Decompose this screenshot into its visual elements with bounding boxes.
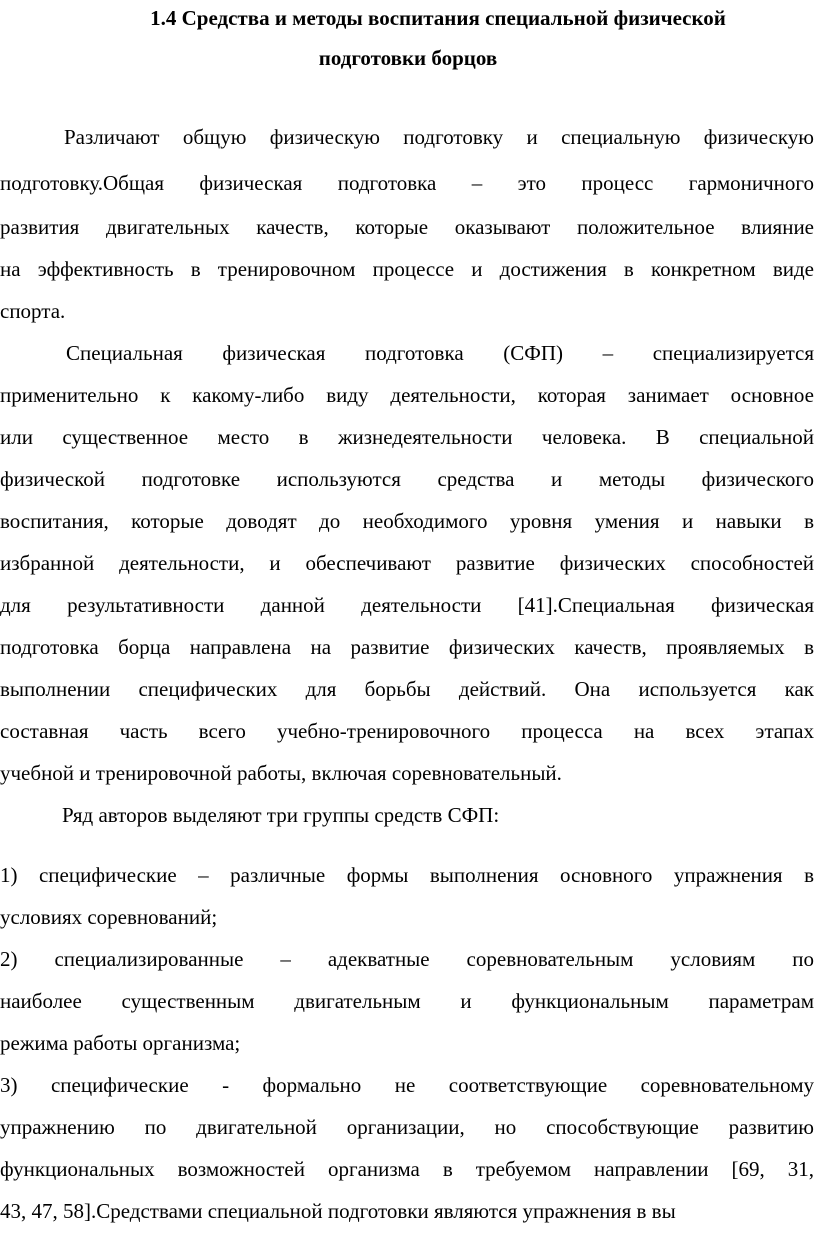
list-item-line: условиях соревнований; <box>0 905 218 929</box>
paragraph-line: для результативности данной деятельности [41].Специальная физическая <box>0 593 814 617</box>
paragraph-line: выполнении специфических для борьбы действий. Она используется как <box>0 677 814 701</box>
paragraph-line: развития двигательных качеств, которые оказывают положительное влияние <box>0 215 814 239</box>
paragraph-line: подготовка борца направлена на развитие физических качеств, проявляемых в <box>0 635 814 659</box>
paragraph-line: спорта. <box>0 299 66 323</box>
paragraph-line: Различают общую физическую подготовку и специальную физическую <box>64 125 814 149</box>
paragraph-line: физической подготовке используются средства и методы физического <box>0 467 814 491</box>
section-title: 1.4 Средства и методы воспитания специальной физической <box>150 6 726 30</box>
paragraph-line: избранной деятельности, и обеспечивают развитие физических способностей <box>0 551 814 575</box>
paragraph-line: воспитания, которые доводят до необходимого уровня умения и навыки в <box>0 509 814 533</box>
list-item-line: режима работы организма; <box>0 1031 241 1055</box>
paragraph-line: применительно к какому-либо виду деятельности, которая занимает основное <box>0 383 814 407</box>
list-item-line: 43, 47, 58].Средствами специальной подготовки являются упражнения в вы <box>0 1199 676 1223</box>
list-item-line: наиболее существенным двигательным и функциональным параметрам <box>0 989 814 1013</box>
list-item-line: 1) специфические – различные формы выполнения основного упражнения в <box>0 863 814 887</box>
list-item-line: упражнению по двигательной организации, но способствующие развитию <box>0 1115 814 1139</box>
paragraph-line: Специальная физическая подготовка (СФП) – специализируется <box>66 341 814 365</box>
section-title-continued: подготовки борцов <box>318 46 498 70</box>
paragraph-line: подготовку.Общая физическая подготовка – это процесс гармоничного <box>0 171 814 195</box>
paragraph-line: составная часть всего учебно-тренировочного процесса на всех этапах <box>0 719 814 743</box>
list-item-line: функциональных возможностей организма в требуемом направлении [69, 31, <box>0 1157 814 1181</box>
list-item-line: 3) специфические - формально не соответствующие соревновательному <box>0 1073 814 1097</box>
list-item-line: 2) специализированные – адекватные соревновательным условиям по <box>0 947 814 971</box>
paragraph-line: на эффективность в тренировочном процессе и достижения в конкретном виде <box>0 257 814 281</box>
paragraph-line: учебной и тренировочной работы, включая соревновательный. <box>0 761 562 785</box>
paragraph-line: Ряд авторов выделяют три группы средств СФП: <box>62 803 500 827</box>
paragraph-line: или существенное место в жизнедеятельности человека. В специальной <box>0 425 814 449</box>
